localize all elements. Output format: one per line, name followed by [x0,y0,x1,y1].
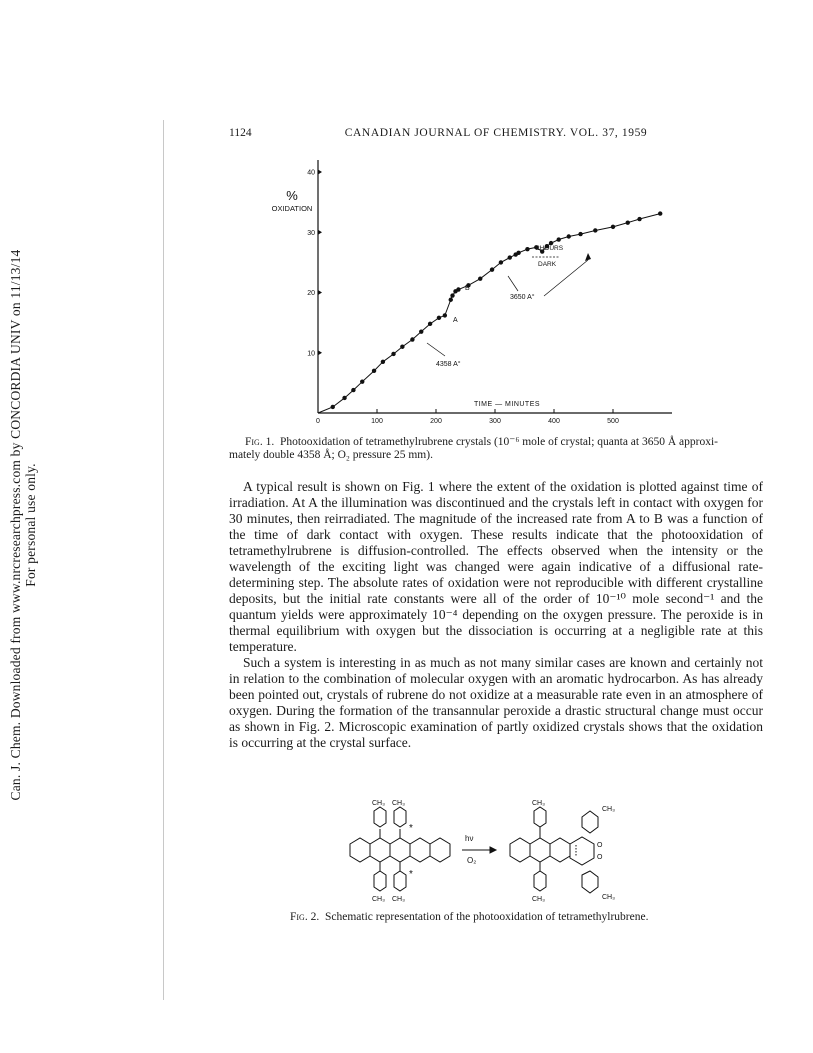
ch3-label: CH₃ [372,800,385,807]
data-point [611,225,615,229]
data-point [419,329,423,333]
ch3-label: CH₃ [392,800,405,807]
article-body [229,479,763,751]
data-point [450,293,454,297]
data-point [428,322,432,326]
data-point [658,211,662,215]
annotation-4358: 4358 A° [436,361,461,368]
ring-2 [530,838,550,862]
data-point [331,405,335,409]
ring-4 [410,838,430,862]
oxygen-atom-label: O [597,854,603,861]
oxidation-line [318,214,660,413]
data-point [443,313,447,317]
data-point [372,369,376,373]
arrow-3650-a [508,276,518,291]
figure-1-chart [262,155,712,445]
phenyl-tilted-bottom [582,871,598,893]
ch3-label: CH₃ [602,894,615,901]
ring-1 [350,838,370,862]
data-point [508,255,512,259]
ring-4 [570,837,594,865]
data-point [410,337,414,341]
data-point [400,345,404,349]
figure-1-caption-line-1 [245,436,763,449]
data-point [626,220,630,224]
data-point [516,251,520,255]
annotation-3650: 3650 A° [510,294,535,301]
figure-1-caption-line-2: mately double 4358 Å; O₂ pressure 25 mm). [229,449,433,461]
figure-1-label: Fig. 1. [245,436,275,448]
ch3-label: CH₃ [532,896,545,903]
figure-1-caption-text-1: Photooxidation of tetramethylrubrene crystals (10⁻⁶ mole of crystal; quanta at 3650 Å approxi- [279,436,718,448]
annotation-b: B [465,285,470,292]
download-notice-line-1: Can. J. Chem. Downloaded from www.nrcresearchpress.com by CONCORDIA UNIV on 11/13/14 [8,249,23,801]
phenyl-top [534,807,546,827]
tetramethylrubrene-structure [350,800,450,903]
data-point [449,298,453,302]
y-tick-label: 30 [307,229,315,237]
ring-3 [550,838,570,862]
y-tick-label: 20 [307,290,315,298]
y-tick-mark [318,290,322,295]
chart-ticks [307,170,619,425]
x-tick-label: 400 [548,418,560,425]
ch3-label: CH₃ [392,896,405,903]
arrow-4358 [427,343,445,356]
x-tick-label: 500 [607,418,619,425]
data-point [351,388,355,392]
x-tick-label: 100 [371,418,383,425]
reactive-site-marker: * [409,823,413,834]
data-point [567,234,571,238]
data-point [456,287,460,291]
phenyl-bottom [534,871,546,891]
data-point [499,260,503,264]
ring-3 [390,838,410,862]
reactive-site-marker: * [409,869,413,880]
y-axis-label: OXIDATION [271,204,313,213]
y-axis-percent: % [286,188,298,203]
phenyl-tilted-top [582,811,598,833]
x-tick-label: 300 [489,418,501,425]
y-tick-label: 40 [307,169,315,177]
data-point [478,276,482,280]
data-point [381,360,385,364]
ring-1 [510,838,530,862]
download-notice [0,245,38,805]
figure-1-caption [229,436,763,462]
paragraph-1: A typical result is shown on Fig. 1 where the extent of the oxidation is plotted against time of irradiation. At A the illumination was discontinued and the crystals left in contact with oxygen for 30 minutes, then reirradiated. The magnitude of the increased rate from A to B was a function of the time of dark contact with oxygen. These results indicate that the photooxidation of tetramethylrubrene is diffusion-controlled. The effects observed when the intensity or the wavelength of the exciting light was changed were again indicative of a diffusional rate-determining step. The absolute rates of oxidation were not reproducible with different crystalline deposits, but the initial rate constants were all of the order of 10⁻¹⁰ mole second⁻¹ and the quantum yields were approximately 10⁻⁴ depending on the oxygen pressure. The peroxide is in thermal equilibrium with oxygen but the dissociation is occurring at a negligible rate at this temperature. [229,479,763,654]
figure-2-caption [290,911,770,924]
data-point [437,316,441,320]
phenyl-top-1 [374,807,386,827]
ch3-label: CH₃ [602,806,615,813]
running-title: CANADIAN JOURNAL OF CHEMISTRY. VOL. 37, 1959 [344,127,648,139]
data-point [490,267,494,271]
x-tick-label: 200 [430,418,442,425]
download-notice-line-2: For personal use only. [23,463,38,587]
paragraph-2: Such a system is interesting in as much as not many similar cases are known and certainly not in relation to the combination of molecular oxygen with an aromatic hydrocarbon. As has already been pointed out, crystals of rubrene do not oxidize at a measurable rate even in an atmosphere of oxygen. During the formation of the transannular peroxide a drastic structural change must occur as shown in Fig. 2. Microscopic examination of partly oxidized crystals shows that the oxidation is occurring at the crystal surface. [229,655,763,750]
annotation-a: A [453,317,458,324]
chart-annotations [427,245,591,368]
x-tick-label: 0 [316,418,320,425]
page-number: 1124 [229,127,252,139]
arrow-3650-head [585,253,591,261]
hv-label: hν [465,834,474,843]
data-point [593,228,597,232]
oxygen-atom-label: O [597,842,603,849]
ch3-label: CH₃ [372,896,385,903]
chart-axes [318,160,672,413]
figure-2-caption-text: Schematic representation of the photooxidation of tetramethylrubrene. [324,911,649,923]
data-point [557,237,561,241]
data-point [578,232,582,236]
data-point [342,396,346,400]
phenyl-bottom-2 [394,871,406,891]
annotation-2hours: 2HOURS [536,245,564,252]
ch3-label: CH₃ [532,800,545,807]
data-point [360,379,364,383]
margin-rule [163,120,164,1000]
y-tick-mark [318,170,322,175]
page-header [229,127,763,143]
annotation-dark: DARK [538,261,557,268]
figure-2-scheme [330,797,700,907]
data-point [525,247,529,251]
y-tick-mark [318,350,322,355]
o2-label: O₂ [467,856,477,865]
phenyl-top-2 [394,807,406,827]
ring-2 [370,838,390,862]
figure-2-label: Fig. 2. [290,911,320,923]
chart-series [318,211,662,413]
y-tick-mark [318,230,322,235]
y-tick-label: 10 [307,350,315,358]
peroxide-structure [510,800,615,903]
data-point [391,352,395,356]
phenyl-bottom-1 [374,871,386,891]
reaction-arrow [462,834,496,865]
arrow-head [490,847,496,853]
x-axis-label: TIME — MINUTES [473,401,541,408]
data-point [637,217,641,221]
ring-5 [430,838,450,862]
download-notice-text [8,245,38,805]
